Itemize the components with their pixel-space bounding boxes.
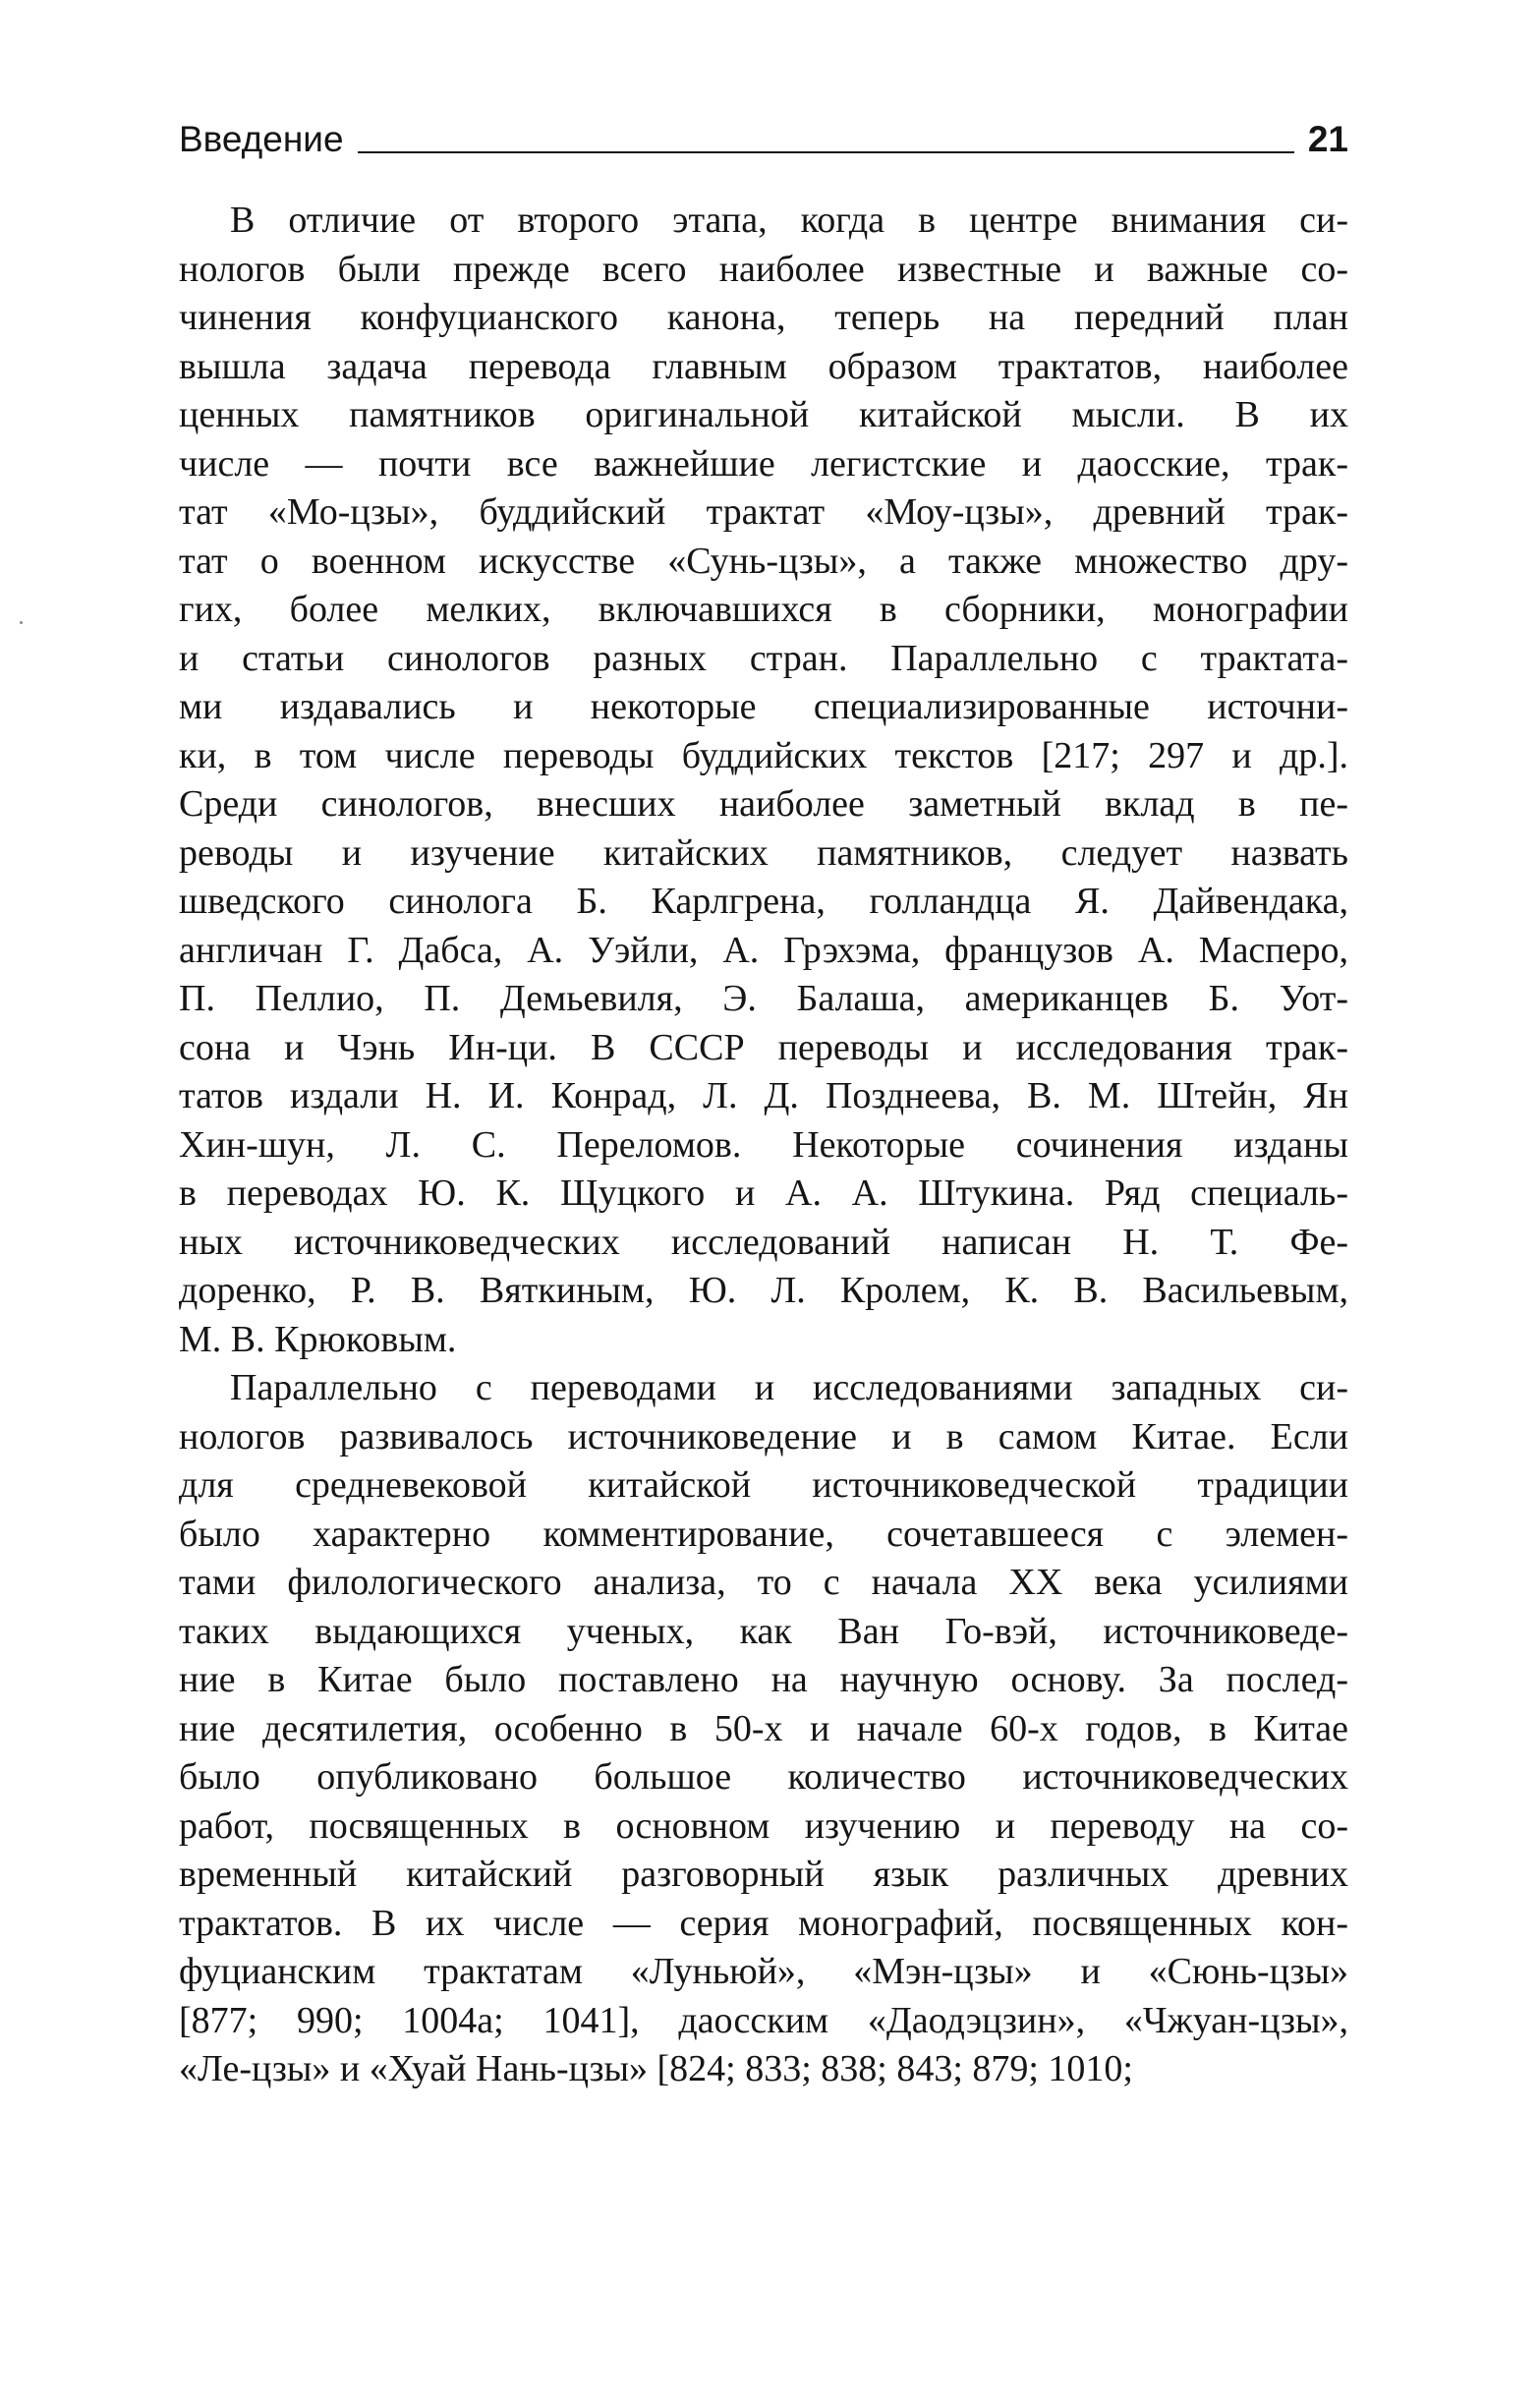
text-line: в переводах Ю. К. Щуцкого и А. А. Штукина. Ряд специаль- (179, 1172, 1348, 1214)
text-line: было характерно комментирование, сочетавшееся с элемен- (179, 1513, 1348, 1555)
text-line: нологов развивалось источниковедение и в самом Китае. Если (179, 1415, 1348, 1457)
text-line: реводы и изучение китайских памятников, следует назвать (179, 831, 1348, 874)
text-line: фуцианским трактатам «Луньюй», «Мэн-цзы» и «Сюнь-цзы» (179, 1951, 1348, 1992)
text-line: Хин-шун, Л. С. Переломов. Некоторые сочинения изданы (179, 1123, 1348, 1166)
text-line: Параллельно с переводами и исследованиями западных си- (230, 1367, 1348, 1408)
text-line: М. В. Крюковым. (179, 1318, 457, 1360)
text-line: тат «Мо-цзы», буддийский трактат «Моу-цзы», древний трак- (179, 491, 1348, 533)
text-line: трактатов. В их числе — серия монографий, посвященных кон- (179, 1902, 1348, 1944)
text-line: ние десятилетия, особенно в 50-х и начале 60-х годов, в Китае (179, 1707, 1348, 1749)
text-line: ки, в том числе переводы буддийских текстов [217; 297 и др.]. (179, 734, 1348, 776)
text-line: нологов были прежде всего наиболее известные и важные со- (179, 248, 1348, 290)
text-line: доренко, Р. В. Вяткиным, Ю. Л. Кролем, К. В. Васильевым, (179, 1270, 1348, 1311)
text-line: ние в Китае было поставлено на научную основу. За послед- (179, 1659, 1348, 1700)
text-line: было опубликовано большое количество источниковедческих (179, 1756, 1348, 1798)
body-text (179, 197, 1348, 2094)
text-line: и статьи синологов разных стран. Параллельно с трактата- (179, 637, 1348, 679)
text-line: таких выдающихся ученых, как Ван Го-вэй, источниковеде- (179, 1610, 1348, 1652)
text-line: числе — почти все важнейшие легистские и даосские, трак- (179, 442, 1348, 485)
text-line: ми издавались и некоторые специализированные источни- (179, 686, 1348, 727)
text-line: татов издали Н. И. Конрад, Л. Д. Позднеева, В. М. Штейн, Ян (179, 1075, 1348, 1116)
text-line: Среди синологов, внесших наиболее заметный вклад в пе- (179, 783, 1348, 825)
section-title: Введение (179, 119, 344, 159)
text-line: чинения конфуцианского канона, теперь на передний план (179, 297, 1348, 338)
text-line: вышла задача перевода главным образом трактатов, наиболее (179, 345, 1348, 387)
text-line: «Ле-цзы» и «Хуай Нань-цзы» [824; 833; 838; 843; 879; 1010; (179, 2048, 1133, 2089)
text-line: тат о военном искусстве «Сунь-цзы», а также множество дру- (179, 540, 1348, 582)
text-line: В отличие от второго этапа, когда в центре внимания си- (230, 200, 1348, 241)
text-line: П. Пеллио, П. Демьевиля, Э. Балаша, американцев Б. Уот- (179, 978, 1348, 1019)
running-head (179, 102, 1348, 161)
text-line: англичан Г. Дабса, А. Уэйли, А. Грэхэма, французов А. Масперо, (179, 929, 1348, 971)
text-line: гих, более мелких, включавшихся в сборники, монографии (179, 589, 1348, 630)
paragraph (179, 197, 1348, 1364)
text-line: сона и Чэнь Ин-ци. В СССР переводы и исследования трак- (179, 1026, 1348, 1068)
page-number: 21 (1307, 119, 1348, 159)
text-line: тами филологического анализа, то с начала XX века усилиями (179, 1562, 1348, 1603)
text-line: ных источниковедческих исследований написан Н. Т. Фе- (179, 1221, 1348, 1263)
text-line: шведского синолога Б. Карлгрена, голландца Я. Дайвендака, (179, 881, 1348, 922)
margin-speck (20, 621, 23, 624)
text-line: работ, посвященных в основном изучению и переводу на со- (179, 1804, 1348, 1847)
text-line: временный китайский разговорный язык различных древних (179, 1854, 1348, 1895)
text-line: [877; 990; 1004а; 1041], даосским «Даодэцзин», «Чжуан-цзы», (179, 1999, 1348, 2041)
text-line: для средневековой китайской источниковедческой традиции (179, 1464, 1348, 1506)
header-rule (358, 151, 1294, 153)
paragraph (179, 1364, 1348, 2094)
text-line: ценных памятников оригинальной китайской мысли. В их (179, 394, 1348, 435)
